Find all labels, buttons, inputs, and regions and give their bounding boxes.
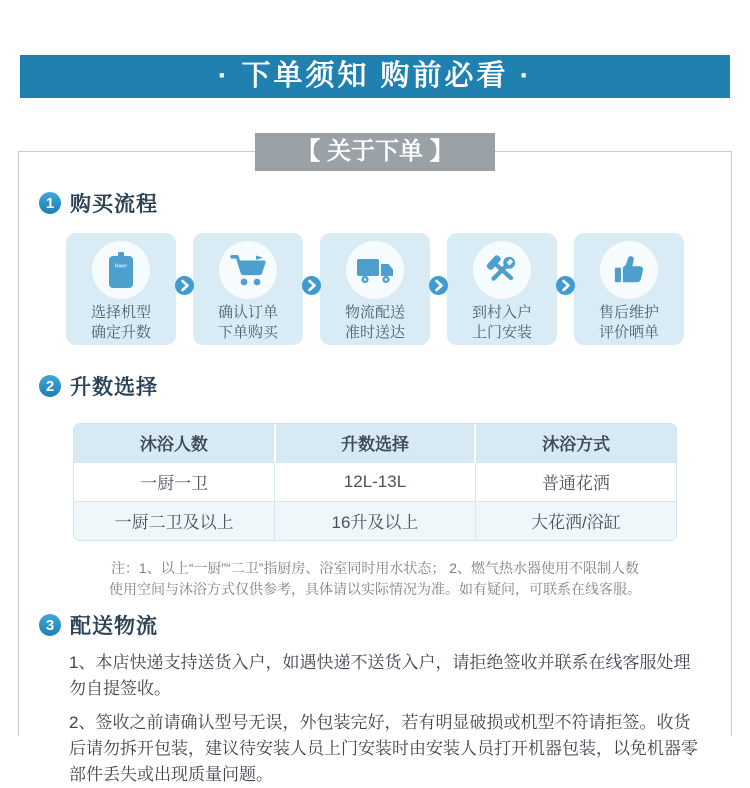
purchase-flow-title: 购买流程 xyxy=(70,193,158,216)
section-liters-selection xyxy=(19,371,731,600)
number-2-badge: 2 xyxy=(39,375,61,397)
step-label: 确认订单 下单购买 xyxy=(217,304,278,341)
chevron-right-icon xyxy=(556,276,575,295)
about-order-tab-label: 【 关于下单 】 xyxy=(296,138,454,165)
banner-title: · 下单须知 购前必看 · xyxy=(217,60,533,92)
number-1-badge: 1 xyxy=(39,192,61,214)
liters-title: 升数选择 xyxy=(70,376,158,399)
liters-note xyxy=(19,558,731,600)
col-header-people: 沐浴人数 xyxy=(74,424,275,462)
about-order-tab xyxy=(255,133,495,171)
chevron-right-icon xyxy=(302,276,321,295)
liters-heading xyxy=(39,371,731,401)
col-header-liters: 升数选择 xyxy=(275,424,476,462)
step-icon-circle xyxy=(600,241,658,299)
chevron-right-icon xyxy=(175,276,194,295)
note-line-2: 使用空间与沐浴方式仅供参考，具体请以实际情况为准。如有疑问，可联系在线客服。 xyxy=(109,581,641,597)
svg-text:Haier: Haier xyxy=(114,263,128,270)
step-card-select-model xyxy=(66,233,176,345)
water-heater-icon xyxy=(106,252,136,288)
tools-icon xyxy=(485,253,519,287)
step-label: 选择机型 确定升数 xyxy=(90,304,151,341)
shipping-paragraph-2: 2、签收之前请确认型号无误，外包装完好，若有明显破损或机型不符请拒签。收货后请勿拆开包装，建议待安装人员上门安装时由安装人员打开机器包装，以免机器零部件丢失或出现质量问题。 xyxy=(69,713,698,784)
step-icon-circle xyxy=(473,241,531,299)
step-label: 到村入户 上门安装 xyxy=(471,304,532,341)
shipping-paragraph-1: 1、本店快递支持送货入户，如遇快递不送货入户，请拒绝签收并联系在线客服处理勿自提签收。 xyxy=(69,653,691,698)
liters-table xyxy=(73,423,677,541)
note-line-1: 注：1、以上“一厨”“二卫”指厨房、浴室同时用水状态； 2、燃气热水器使用不限制人数 xyxy=(110,560,640,576)
table-row: 一厨一卫 12L-13L 普通花洒 xyxy=(74,462,676,501)
shipping-title: 配送物流 xyxy=(70,615,158,638)
step-icon-circle xyxy=(92,241,150,299)
truck-icon xyxy=(356,256,394,285)
step-label: 物流配送 准时送达 xyxy=(344,304,405,341)
step-card-after-sales xyxy=(574,233,684,345)
step-card-logistics xyxy=(320,233,430,345)
shipping-heading xyxy=(39,610,731,640)
step-icon-circle xyxy=(219,241,277,299)
section-shipping xyxy=(19,610,731,788)
cart-icon xyxy=(230,254,266,287)
purchase-steps xyxy=(19,233,731,345)
thumbs-up-icon xyxy=(613,254,645,286)
table-header-row xyxy=(74,424,676,462)
col-header-method: 沐浴方式 xyxy=(475,424,676,462)
number-3-badge: 3 xyxy=(39,614,61,636)
chevron-right-icon xyxy=(429,276,448,295)
table-row: 一厨二卫及以上 16升及以上 大花洒/浴缸 xyxy=(74,501,676,540)
step-card-confirm-order xyxy=(193,233,303,345)
about-order-panel xyxy=(18,138,732,784)
step-label: 售后维护 评价晒单 xyxy=(598,304,659,341)
section-purchase-flow xyxy=(19,188,731,345)
purchase-flow-heading xyxy=(39,188,731,218)
step-card-install xyxy=(447,233,557,345)
banner-order-notice xyxy=(20,55,730,98)
step-icon-circle xyxy=(346,241,404,299)
